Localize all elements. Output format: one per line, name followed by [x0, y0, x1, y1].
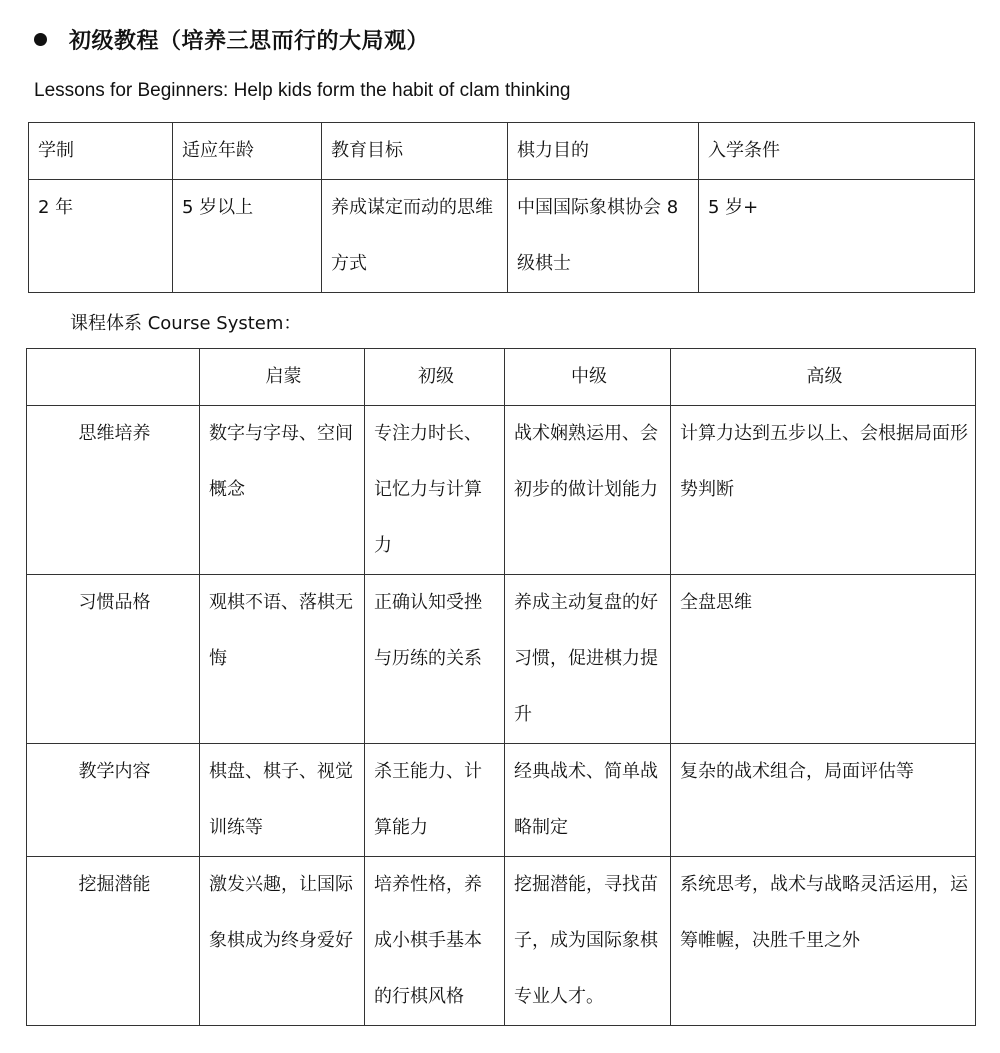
info-table-header-row — [29, 123, 975, 180]
section-heading-line — [34, 22, 429, 56]
course-table-row — [27, 406, 976, 575]
info-header-cell: 教育目标 — [322, 123, 508, 180]
course-table-header-row — [27, 349, 976, 406]
course-row-head: 习惯品格 — [27, 575, 200, 744]
info-cell: 5 岁+ — [699, 180, 975, 293]
course-table-row — [27, 744, 976, 857]
info-cell: 养成谋定而动的思维方式 — [322, 180, 508, 293]
course-system-label: 课程体系 Course System： — [70, 313, 302, 334]
course-cell: 培养性格，养成小棋手基本的行棋风格 — [365, 857, 505, 1026]
course-header-cell: 初级 — [365, 349, 505, 406]
course-cell: 战术娴熟运用、会初步的做计划能力 — [505, 406, 671, 575]
course-cell: 棋盘、棋子、视觉训练等 — [200, 744, 365, 857]
course-header-cell: 高级 — [671, 349, 976, 406]
section-subtitle: Lessons for Beginners: Help kids form the habit of clam thinking — [34, 80, 571, 101]
course-table — [26, 348, 976, 1026]
course-cell: 专注力时长、记忆力与计算力 — [365, 406, 505, 575]
course-cell: 经典战术、简单战略制定 — [505, 744, 671, 857]
info-cell: 中国国际象棋协会 8 级棋士 — [508, 180, 699, 293]
course-table-row — [27, 575, 976, 744]
course-cell: 计算力达到五步以上、会根据局面形势判断 — [671, 406, 976, 575]
course-row-head: 思维培养 — [27, 406, 200, 575]
course-cell: 观棋不语、落棋无悔 — [200, 575, 365, 744]
course-table-row — [27, 857, 976, 1026]
info-table-row — [29, 180, 975, 293]
course-header-cell: 中级 — [505, 349, 671, 406]
info-header-cell: 入学条件 — [699, 123, 975, 180]
bullet-icon — [34, 33, 47, 46]
info-cell: 2 年 — [29, 180, 173, 293]
info-cell: 5 岁以上 — [173, 180, 322, 293]
course-row-head: 挖掘潜能 — [27, 857, 200, 1026]
course-cell: 杀王能力、计算能力 — [365, 744, 505, 857]
course-cell: 养成主动复盘的好习惯，促进棋力提升 — [505, 575, 671, 744]
info-header-cell: 学制 — [29, 123, 173, 180]
course-cell: 激发兴趣，让国际象棋成为终身爱好 — [200, 857, 365, 1026]
course-row-head: 教学内容 — [27, 744, 200, 857]
course-cell: 数字与字母、空间概念 — [200, 406, 365, 575]
course-cell: 复杂的战术组合，局面评估等 — [671, 744, 976, 857]
section-heading: 初级教程（培养三思而行的大局观） — [69, 28, 430, 54]
course-cell: 正确认知受挫与历练的关系 — [365, 575, 505, 744]
info-table — [28, 122, 975, 293]
course-cell: 系统思考，战术与战略灵活运用，运筹帷幄，决胜千里之外 — [671, 857, 976, 1026]
course-cell: 挖掘潜能，寻找苗子，成为国际象棋专业人才。 — [505, 857, 671, 1026]
course-header-cell: 启蒙 — [200, 349, 365, 406]
info-header-cell: 棋力目的 — [508, 123, 699, 180]
info-header-cell: 适应年龄 — [173, 123, 322, 180]
course-header-cell — [27, 349, 200, 406]
course-cell: 全盘思维 — [671, 575, 976, 744]
